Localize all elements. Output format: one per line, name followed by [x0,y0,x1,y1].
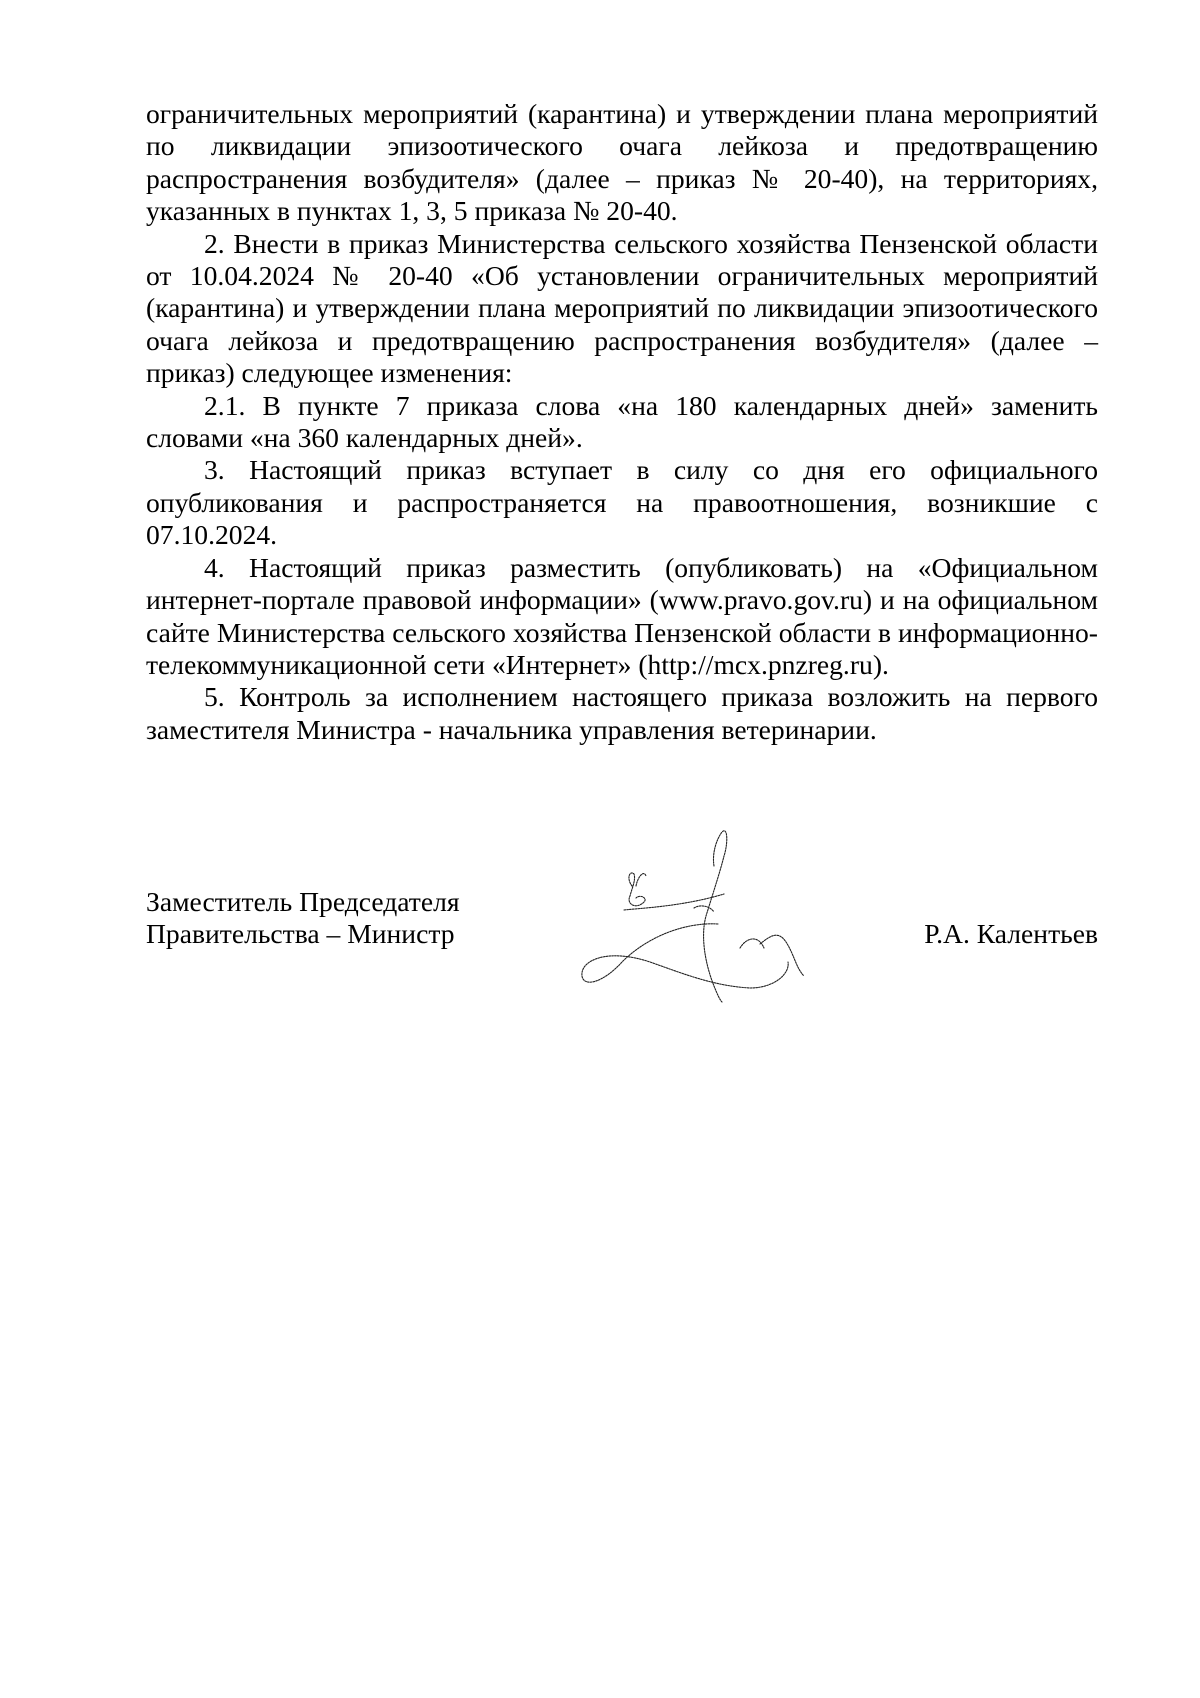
signatory-position [146,886,566,951]
paragraph-item-2-1: 2.1. В пункте 7 приказа слова «на 180 календарных дней» заменить словами «на 360 календарных дней». [146,389,1098,454]
paragraph-item-5: 5. Контроль за исполнением настоящего приказа возложить на первого заместителя Министра - начальника управления ветеринарии. [146,681,1098,745]
paragraph-continuation: ограничительных мероприятий (карантина) и утверждении плана мероприятий по ликвидации эпизоотического очага лейкоза и предотвращению распространения возбудителя» (далее – приказ № 20-40), на территориях, указанных в пунктах 1, 3, 5 приказа № 20-40. [146,98,1098,227]
handwritten-signature [574,826,834,1006]
document-body [146,98,1098,746]
paragraph-item-3: 3. Настоящий приказ вступает в силу со дня его официального опубликования и распространяется на правоотношения, возникшие с 07.10.2024. [146,454,1098,551]
paragraph-item-2: 2. Внести в приказ Министерства сельского хозяйства Пензенской области от 10.04.2024 № 20-40 «Об установлении ограничительных мероприятий (карантина) и утверждении плана мероприятий по ликвидации эпизоотического очага лейкоза и предотвращению распространения возбудителя» (далее – приказ) следующее изменения: [146,227,1098,389]
signatory-position-line2: Правительства – Министр [146,918,455,950]
signatory-position-line1: Заместитель Председателя [146,886,460,917]
signatory-name: Р.А. Калентьев [924,918,1098,949]
paragraph-item-4: 4. Настоящий приказ разместить (опубликовать) на «Официальном интернет-портале правовой информации» (www.pravo.gov.ru) и на официальном сайте Министерства сельского хозяйства Пензенской области в информационно-телекоммуникационной сети «Интернет» (http://mcx.pnzreg.ru). [146,551,1098,680]
